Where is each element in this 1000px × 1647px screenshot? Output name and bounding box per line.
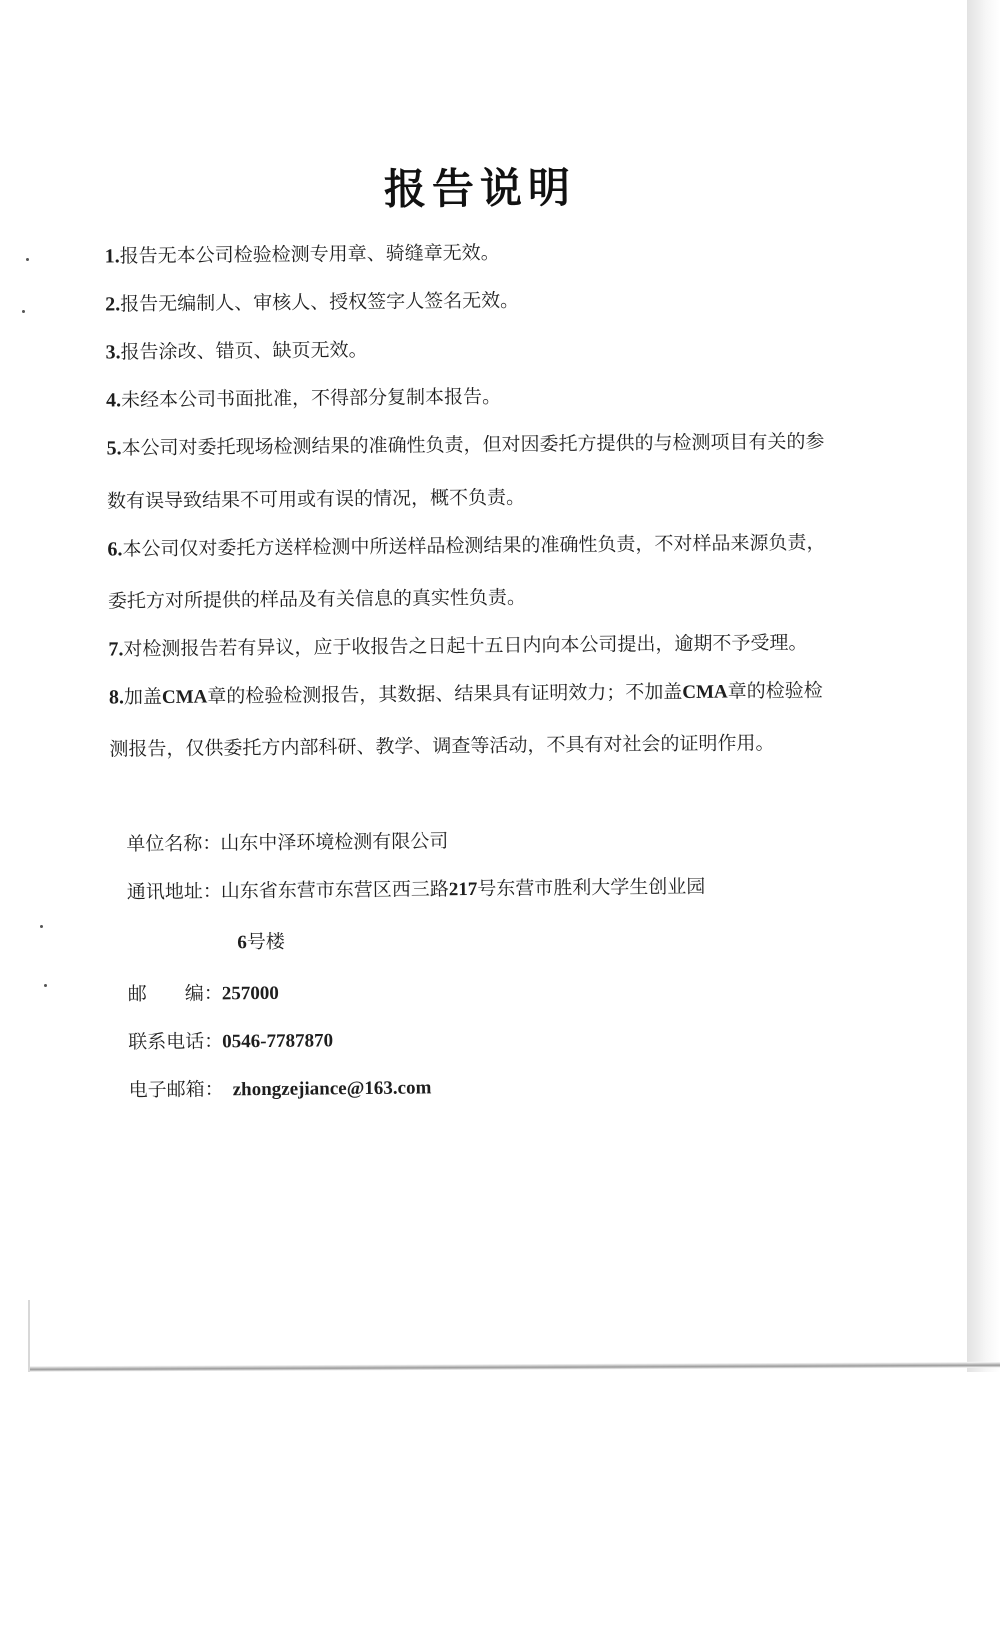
email-row [129,1075,432,1103]
phone-value: 0546-7787870 [222,1030,334,1053]
item-8 [109,679,823,711]
item-7-text: 对检测报告若有异议，应于收报告之日起十五日内向本公司提出，逾期不予受理。 [123,631,808,661]
item-4-text: 未经本公司书面批准，不得部分复制本报告。 [120,385,502,412]
company-value: 山东中泽环境检测有限公司 [220,830,449,855]
item-8-text-c: 章的检验检 [727,679,823,703]
item-2-number: 2. [105,293,121,316]
item-5-number: 5. [106,437,122,460]
address-value-a: 山东省东营市东营区西三路 [220,878,449,903]
postcode-row [128,981,279,1007]
postcode-value: 257000 [221,982,279,1005]
phone-row [128,1028,333,1055]
item-6 [107,531,825,562]
item-3-text: 报告涂改、错页、缺页无效。 [120,338,368,364]
item-7 [108,631,807,662]
blank-margin [0,1373,1000,1647]
scan-speck [44,984,47,987]
phone-label: 联系电话： [128,1030,224,1054]
page-title: 报告说明 [383,162,577,214]
scan-speck [26,258,29,261]
scan-speck [22,310,25,313]
address-continuation [237,930,285,955]
item-7-number: 7. [108,638,124,661]
item-3 [105,338,367,365]
item-1 [105,241,500,269]
item-3-number: 3. [105,341,121,364]
address-building-number: 6 [237,932,247,954]
item-6-number: 6. [107,538,123,561]
address-row [127,875,706,906]
address-value-b: 号东营市胜利大学生创业园 [477,875,706,900]
address-building-text: 号楼 [246,930,285,954]
item-1-number: 1. [104,245,120,268]
item-6-text: 本公司仅对委托方送样检测中所送样品检测结果的准确性负责，不对样品来源负责， [122,531,826,561]
item-6-continuation: 委托方对所提供的样品及有关信息的真实性负责。 [107,586,527,613]
address-label: 通讯地址： [126,880,222,904]
item-8-cma-1: CMA [161,686,208,708]
address-number: 217 [448,878,478,901]
item-2-text: 报告无编制人、审核人、授权签字人签名无效。 [120,289,520,316]
item-1-text: 报告无本公司检验检测专用章、骑缝章无效。 [119,241,500,268]
item-8-number: 8. [108,686,125,709]
postcode-label: 邮 编： [127,982,223,1006]
scan-left-edge [28,1300,30,1372]
item-8-cma-2: CMA [682,681,728,703]
item-8-text-a: 加盖 [123,685,163,709]
company-row [126,829,448,856]
item-4-number: 4. [105,389,122,412]
email-value: zhongzejiance@163.com [232,1077,432,1101]
item-5-text: 本公司对委托现场检测结果的准确性负责，但对因委托方提供的与检测项目有关的参 [121,430,825,460]
email-label: 电子邮箱： [128,1078,224,1102]
scan-speck [40,925,43,928]
item-8-text-b: 章的检验检测报告，其数据、结果具有证明效力；不加盖 [207,680,683,708]
item-8-continuation: 测报告，仅供委托方内部科研、教学、调查等活动，不具有对社会的证明作用。 [109,732,775,761]
item-5-continuation: 数有误导致结果不可用或有误的情况，概不负责。 [106,486,526,513]
item-5 [106,430,824,461]
company-label: 单位名称： [126,832,222,856]
item-2 [105,289,519,317]
item-4 [106,385,501,413]
scan-right-edge [967,0,1000,1372]
